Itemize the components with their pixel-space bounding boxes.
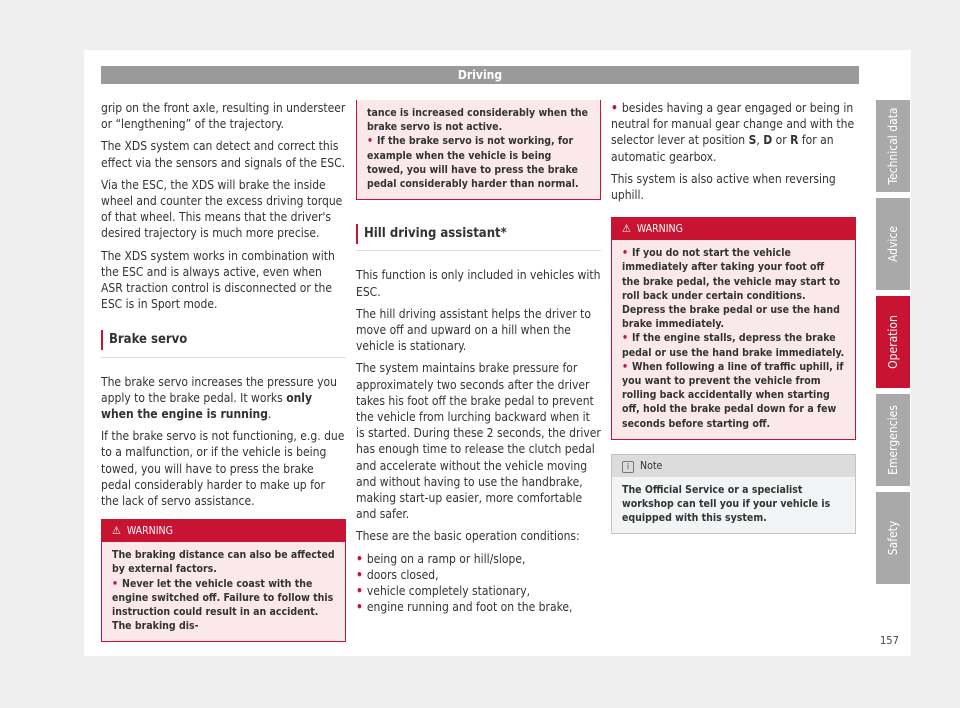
list-item: [356, 567, 601, 583]
list-item: [356, 583, 601, 599]
section-heading-brake-servo: Brake servo: [101, 332, 346, 357]
warning-bullet-text: If the brake servo is not working, for example when the vehicle is being towed, you will have to press the brake pedal considerably harder than normal.: [367, 135, 579, 191]
tab-label: Emergencies: [886, 405, 900, 475]
bullet-icon: •: [611, 101, 618, 115]
section-heading-hill-assistant: Hill driving assistant*: [356, 226, 601, 251]
bold-text: only when the engine is running: [101, 390, 313, 422]
text: for an automatic gearbox.: [611, 133, 834, 164]
tab-label: Safety: [886, 520, 900, 556]
tab-safety[interactable]: [876, 492, 910, 584]
bullet-icon: •: [356, 584, 363, 599]
page-header: Driving: [101, 66, 859, 84]
gear-s: S: [748, 133, 757, 148]
text: besides having a gear engaged or being in neutral for manual gear change and with the selector lever at position: [611, 101, 855, 148]
warning-triangle-icon: ⚠: [112, 524, 121, 538]
warning-body: [357, 100, 600, 199]
warning-title: WARNING: [636, 223, 683, 236]
tab-label: Operation: [886, 315, 900, 369]
tab-technical-data[interactable]: [876, 100, 910, 192]
gear-d: D: [763, 133, 773, 148]
bullet-icon: •: [356, 600, 363, 615]
warning-bullet: [622, 331, 845, 359]
list-item-text: doors closed,: [366, 567, 439, 582]
bullet-icon: •: [367, 135, 374, 148]
list-item-text: vehicle completely stationary,: [366, 584, 531, 599]
note-title: Note: [640, 459, 663, 472]
warning-body: [612, 240, 855, 439]
warning-bullet-text: If the engine stalls, depress the brake pedal or use the hand brake immediately.: [622, 332, 845, 359]
paragraph: If the brake servo is not functioning, e.g. due to a malfunction, or if the vehicle is being towed, you will have to press the brake pedal considerably harder to make up for the lack of servo assistance.: [101, 429, 345, 509]
paragraph: Via the ESC, the XDS will brake the inside wheel and counter the excess driving torque of that wheel. This means that the driver's desired trajectory is much more precise.: [101, 177, 343, 241]
warning-body: [102, 542, 345, 641]
text: The brake servo increases the pressure you apply to the brake pedal. It works: [101, 374, 337, 405]
gear-r: R: [790, 133, 799, 148]
paragraph: [101, 374, 346, 423]
tab-operation[interactable]: [876, 296, 910, 388]
warning-bullet: [367, 134, 590, 191]
warning-text: tance is increased considerably when the brake servo is not active.: [367, 107, 588, 134]
tab-emergencies[interactable]: [876, 394, 910, 486]
list-item: [356, 551, 601, 567]
info-icon: i: [622, 461, 634, 473]
column-2: [356, 100, 601, 615]
warning-bullet-text: Never let the vehicle coast with the engine switched off. Failure to follow this instruction could result in an accident. The braking dis-: [112, 577, 334, 633]
warning-box-continued: [356, 100, 601, 200]
tab-label: Technical data: [886, 107, 900, 185]
paragraph: grip on the front axle, resulting in understeer or “lengthening” of the trajectory.: [101, 101, 346, 132]
text: .: [267, 407, 272, 422]
warning-title: WARNING: [126, 525, 173, 538]
column-1: [101, 100, 346, 642]
bullet-icon: •: [356, 567, 363, 582]
warning-bullet: [112, 577, 335, 634]
list-item-text: engine running and foot on the brake,: [366, 600, 573, 615]
bullet-icon: •: [356, 551, 363, 566]
page-number: 157: [880, 634, 899, 647]
list-item: [356, 599, 601, 615]
note-header: [612, 455, 855, 477]
warning-bullet: [622, 360, 845, 431]
note-box: [611, 454, 856, 535]
paragraph: This function is only included in vehicles with ESC.: [356, 268, 601, 299]
warning-bullet: [622, 246, 845, 331]
warning-box: [101, 519, 346, 642]
list-item-text: being on a ramp or hill/slope,: [366, 551, 526, 566]
warning-header: [612, 218, 855, 240]
note-text: The Official Service or a specialist workshop can tell you if your vehicle is equipped with this system.: [612, 477, 855, 534]
warning-bullet-text: When following a line of traffic uphill, if you want to prevent the vehicle from rolling back accidentally when starting off, hold the brake pedal down for a few seconds before starting off.: [622, 360, 844, 430]
text: or: [772, 133, 791, 148]
paragraph: The system maintains brake pressure for approximately two seconds after the driver takes his foot off the brake pedal to prevent the vehicle from lurching backward when it is started. During these 2 seconds, the driver has enough time to release the clutch pedal and accelerate without the vehicle moving and without having to use the handbrake, making start-up easier, more comfortable and safer.: [356, 361, 601, 522]
warning-triangle-icon: ⚠: [622, 222, 631, 236]
paragraph: The XDS system can detect and correct this effect via the sensors and signals of the ESC.: [101, 139, 346, 170]
tab-label: Advice: [886, 226, 900, 262]
warning-text: The braking distance can also be affected by external factors.: [112, 549, 335, 576]
warning-bullet-text: If you do not start the vehicle immediately after taking your foot off the brake pedal, the vehicle may start to roll back under certain conditions. Depress the brake pedal or use the hand brake immediately.: [622, 247, 841, 331]
paragraph: The hill driving assistant helps the driver to move off and upward on a hill when the vehicle is stationary.: [356, 306, 591, 354]
tab-advice[interactable]: [876, 198, 910, 290]
paragraph: These are the basic operation conditions:: [356, 529, 580, 544]
bullet-icon: •: [622, 360, 629, 373]
warning-box: [611, 217, 856, 440]
bullet-icon: •: [112, 577, 119, 590]
warning-header: [102, 520, 345, 542]
paragraph: The XDS system works in combination with the ESC and is always active, even when ASR traction control is disconnected or the ESC is in Sport mode.: [101, 248, 335, 312]
column-3: [611, 100, 856, 534]
list-item: [611, 100, 856, 165]
bullet-icon: •: [622, 247, 629, 260]
text: ,: [756, 133, 764, 148]
paragraph: This system is also active when reversing uphill.: [611, 171, 836, 203]
bullet-icon: •: [622, 332, 629, 345]
